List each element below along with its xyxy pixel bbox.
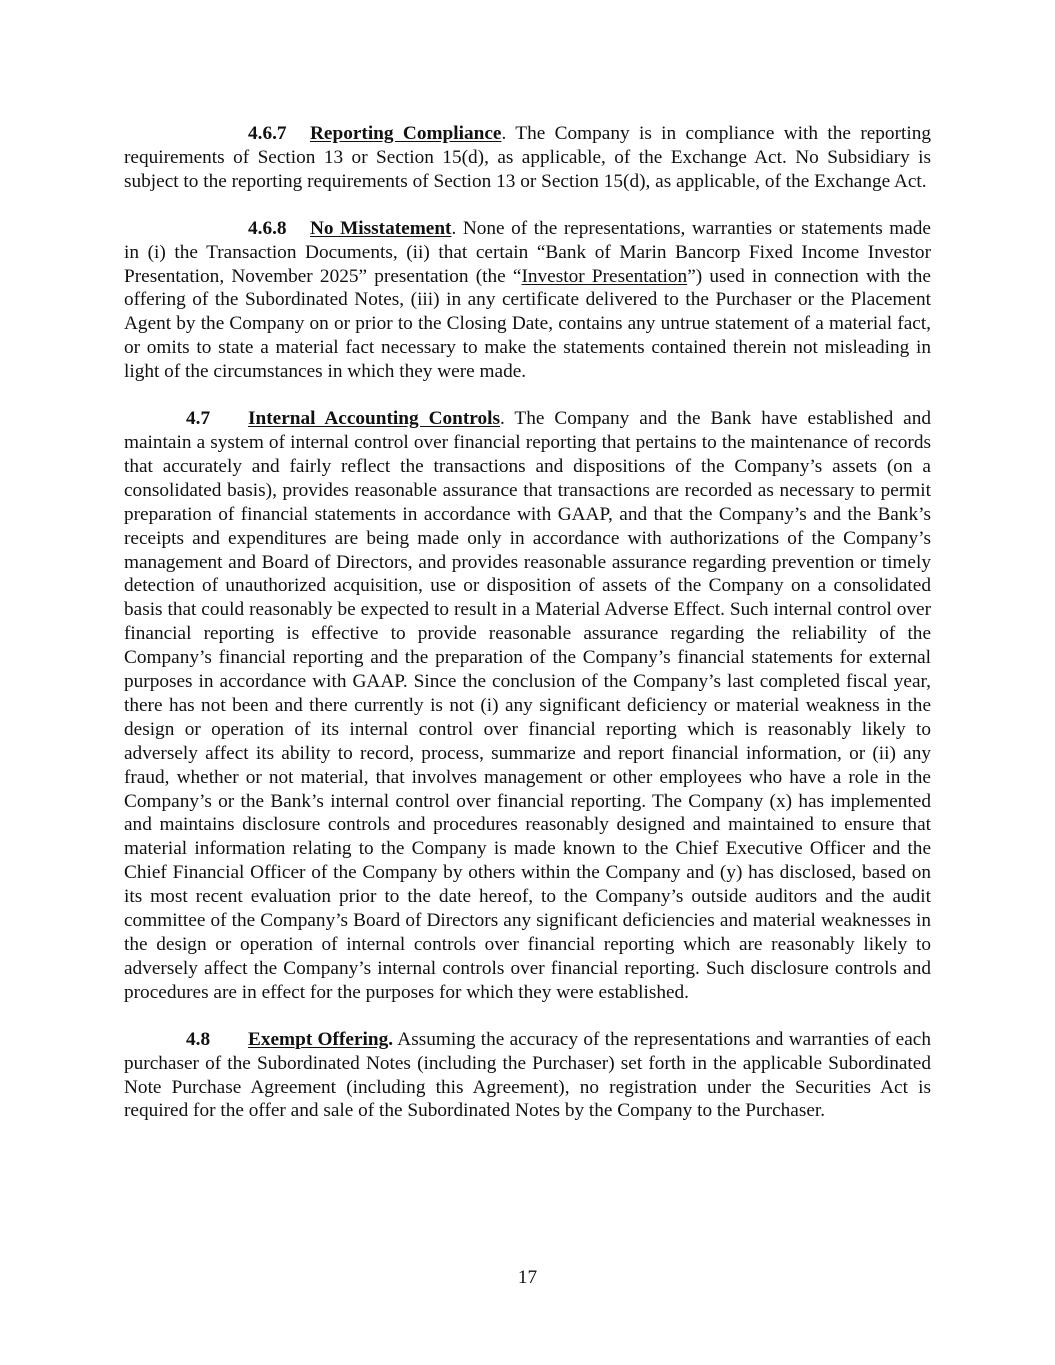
section-4-6-7 xyxy=(124,122,931,194)
section-4-8 xyxy=(124,1028,931,1124)
heading-period: . xyxy=(388,1028,394,1050)
section-body: The Company is in compliance with the reporting requirements of Section 13 or Section 15(d), as applicable, of the Exchange Act. No Subsidiary is subject to the reporting requirements of Section 13 or Section 15(d), as applicable, of the Exchange Act. xyxy=(124,123,931,192)
section-4-7 xyxy=(124,407,931,1005)
section-number: 4.6.8 xyxy=(248,217,287,239)
section-body: Assuming the accuracy of the representations and warranties of each purchaser of the Subordinated Notes (including the Purchaser) set forth in the applicable Subordinated Note Purchase Agreement (including this Agreement), no registration under the Securities Act is required for the offer and sale of the Subordinated Notes by the Company to the Purchaser. xyxy=(124,1028,931,1122)
section-heading: Internal Accounting Controls xyxy=(248,408,500,430)
heading-period: . xyxy=(500,408,505,430)
page-number: 17 xyxy=(517,1267,538,1288)
section-heading: Exempt Offering xyxy=(248,1028,389,1050)
section-body: The Company and the Bank have established and maintain a system of internal control over financial reporting that pertains to the maintenance of records that accurately and fairly reflect the transactions and dispositions of the Company’s assets (on a consolidated basis), provides reasonable assurance that transactions are recorded as necessary to permit preparation of financial statements in accordance with GAAP, and that the Company’s and the Bank’s receipts and expenditures are being made only in accordance with authorizations of the Company’s management and Board of Directors, and provides reasonable assurance regarding prevention or timely detection of unauthorized acquisition, use or disposition of assets of the Company on a consolidated basis that could reasonably be expected to result in a Material Adverse Effect. Such internal control over financial reporting is effective to provide reasonable assurance regarding the reliability of the Company’s financial reporting and the preparation of the Company’s financial statements for external purposes in accordance with GAAP. Since the conclusion of the Company’s last completed fiscal year, there has not been and there currently is not (i) any significant deficiency or material weakness in the design or operation of its internal control over financial reporting which is reasonably likely to adversely affect its ability to record, process, summarize and report financial information, or (ii) any fraud, whether or not material, that involves management or other employees who have a role in the Company’s or the Bank’s internal control over financial reporting. The Company (x) has implemented and maintains disclosure controls and procedures reasonably designed and maintained to ensure that material information relating to the Company is made known to the Chief Executive Officer and the Chief Financial Officer of the Company by others within the Company and (y) has disclosed, based on its most recent evaluation prior to the date hereof, to the Company’s outside auditors and the audit committee of the Company’s Board of Directors any significant deficiencies and material weaknesses in the design or operation of internal controls over financial reporting which are reasonably likely to adversely affect the Company’s internal controls over financial reporting. Such disclosure controls and procedures are in effect for the purposes for which they were established. xyxy=(124,408,931,1003)
section-body-part2: ”) used in connection with the offering of the Subordinated Notes, (iii) in any certificate delivered to the Purchaser or the Placement Agent by the Company on or prior to the Closing Date, contains any untrue statement of a material fact, or omits to state a material fact necessary to make the statements contained therein not misleading in light of the circumstances in which they were made. xyxy=(124,265,931,383)
section-4-6-8 xyxy=(124,217,931,384)
section-heading: No Misstatement xyxy=(310,217,452,239)
section-number: 4.6.7 xyxy=(248,123,287,144)
section-body-part1: None of the representations, warranties or statements made in (i) the Transaction Documents, (ii) that certain “Bank of Marin Bancorp Fixed Income Investor Presentation, November 2025” presentation (the “ xyxy=(124,217,931,287)
defined-term-investor-presentation: Investor Presentation xyxy=(521,265,688,287)
section-heading: Reporting Compliance xyxy=(310,123,502,144)
heading-period: . xyxy=(501,123,507,144)
section-number: 4.8 xyxy=(186,1028,211,1050)
section-number: 4.7 xyxy=(186,408,211,430)
document-body xyxy=(124,122,931,1123)
heading-period: . xyxy=(451,217,457,239)
